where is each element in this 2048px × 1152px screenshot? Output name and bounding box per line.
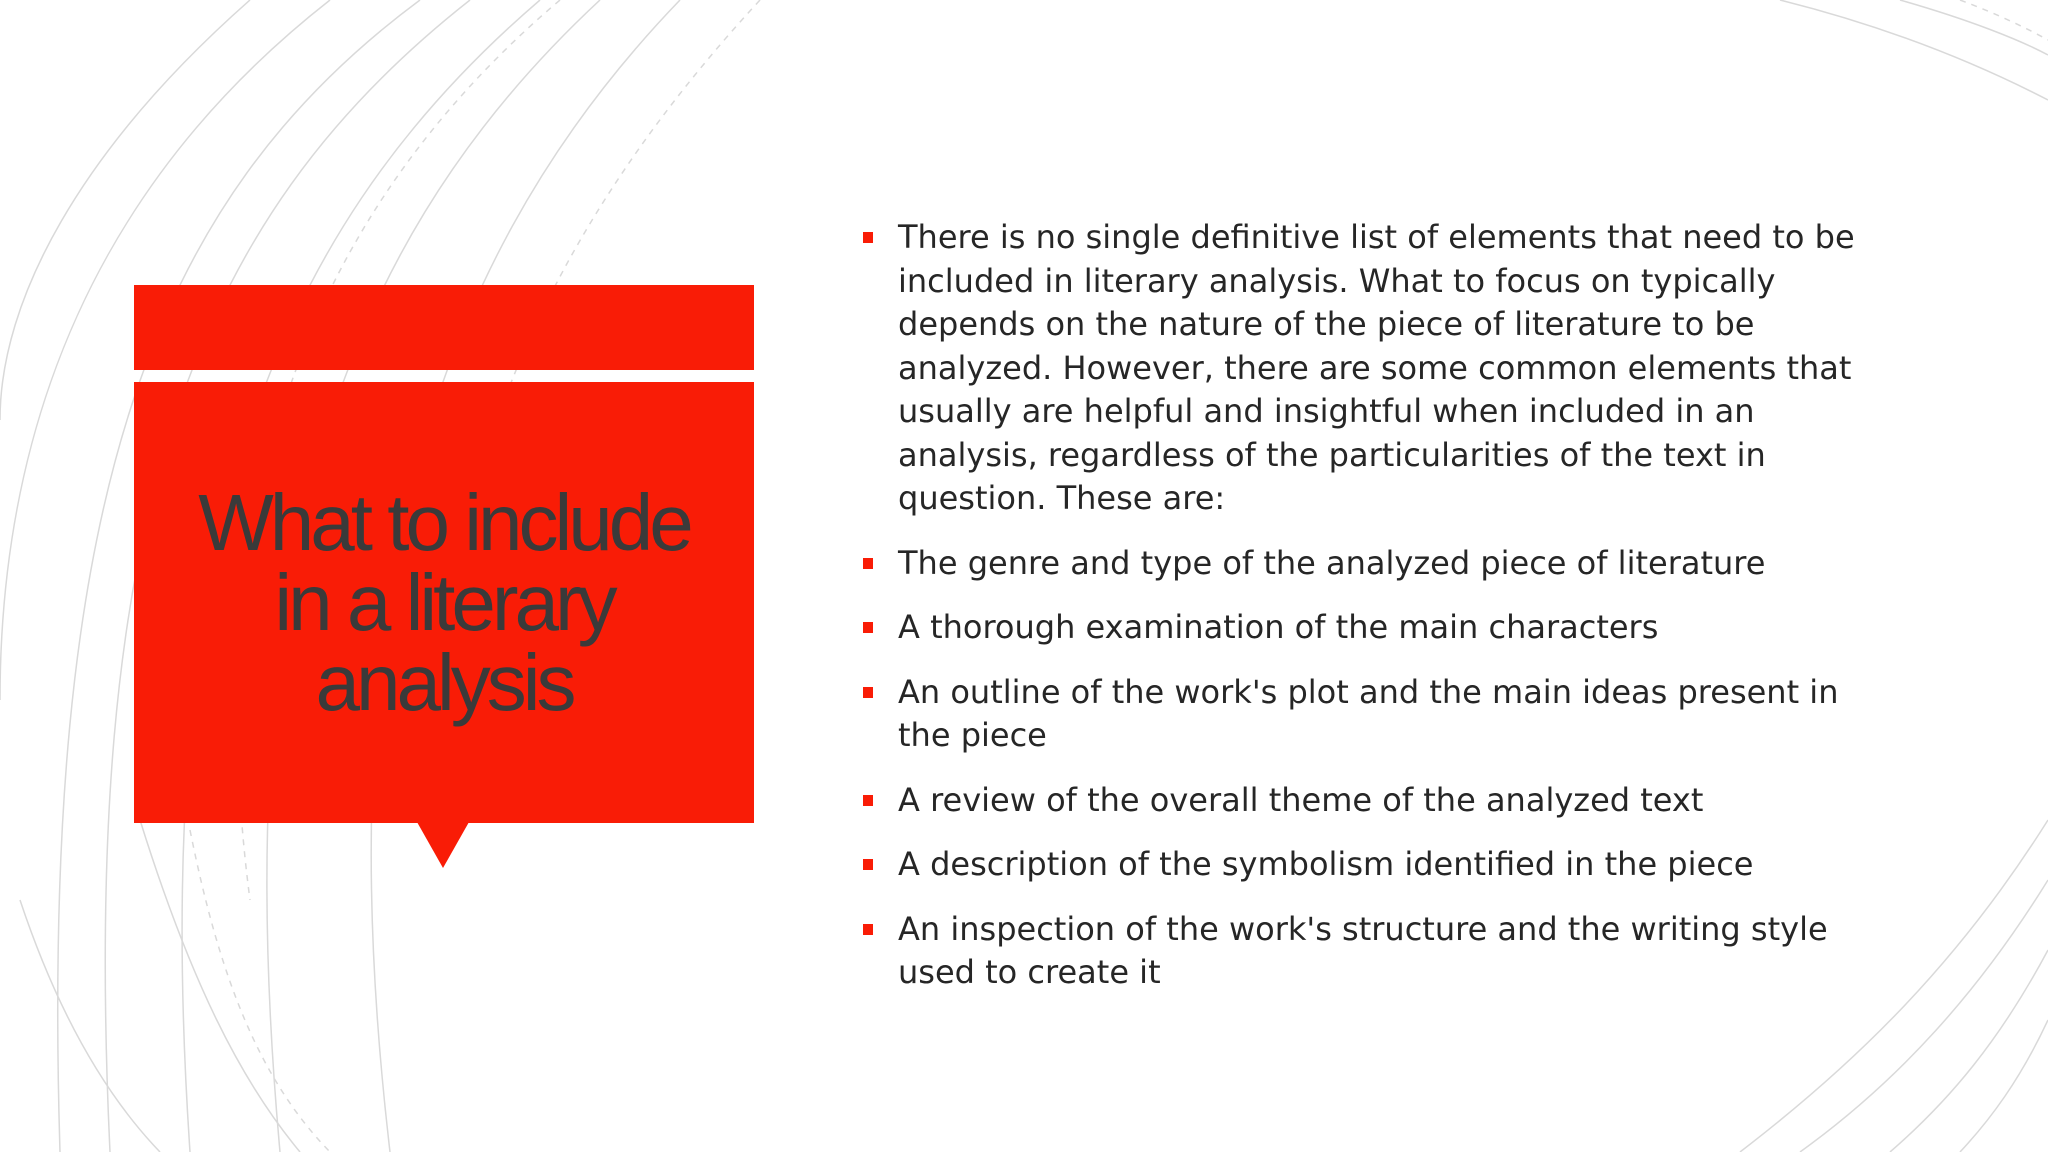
bullet-text: There is no single definitive list of elements that need to be included in literary analysis. What to focus on typically depends on the nature of the piece of literature to be analyzed. However, there are some common elements that usually are helpful and insightful when included in an analysis, regardless of the particularities of the text in question. These are: [898,218,1855,517]
square-bullet-icon [863,859,873,870]
bullet-item-structure [860,908,1870,995]
square-bullet-icon [863,687,873,698]
bullet-list [860,216,1870,1016]
title-accent-band [134,285,754,370]
bullet-item-plot [860,671,1870,758]
title-callout-pointer [417,822,469,868]
bullet-item-intro [860,216,1870,521]
bullet-text: A thorough examination of the main characters [898,608,1659,646]
square-bullet-icon [863,924,873,935]
bullet-text: A description of the symbolism identified in the piece [898,845,1754,883]
title-box [134,382,754,823]
bullet-item-symbolism [860,843,1870,887]
bullet-text: An outline of the work's plot and the main ideas present in the piece [898,672,1839,754]
bullet-item-theme [860,779,1870,823]
slide-title: What to include in a literary analysis [198,477,690,727]
square-bullet-icon [863,622,873,633]
bullet-item-characters [860,606,1870,650]
bullet-item-genre [860,542,1870,586]
square-bullet-icon [863,795,873,806]
bullet-text: An inspection of the work's structure and the writing style used to create it [898,909,1828,991]
bullet-text: A review of the overall theme of the analyzed text [898,780,1704,819]
square-bullet-icon [863,232,873,243]
square-bullet-icon [863,558,873,569]
bullet-text: The genre and type of the analyzed piece of literature [898,543,1766,582]
